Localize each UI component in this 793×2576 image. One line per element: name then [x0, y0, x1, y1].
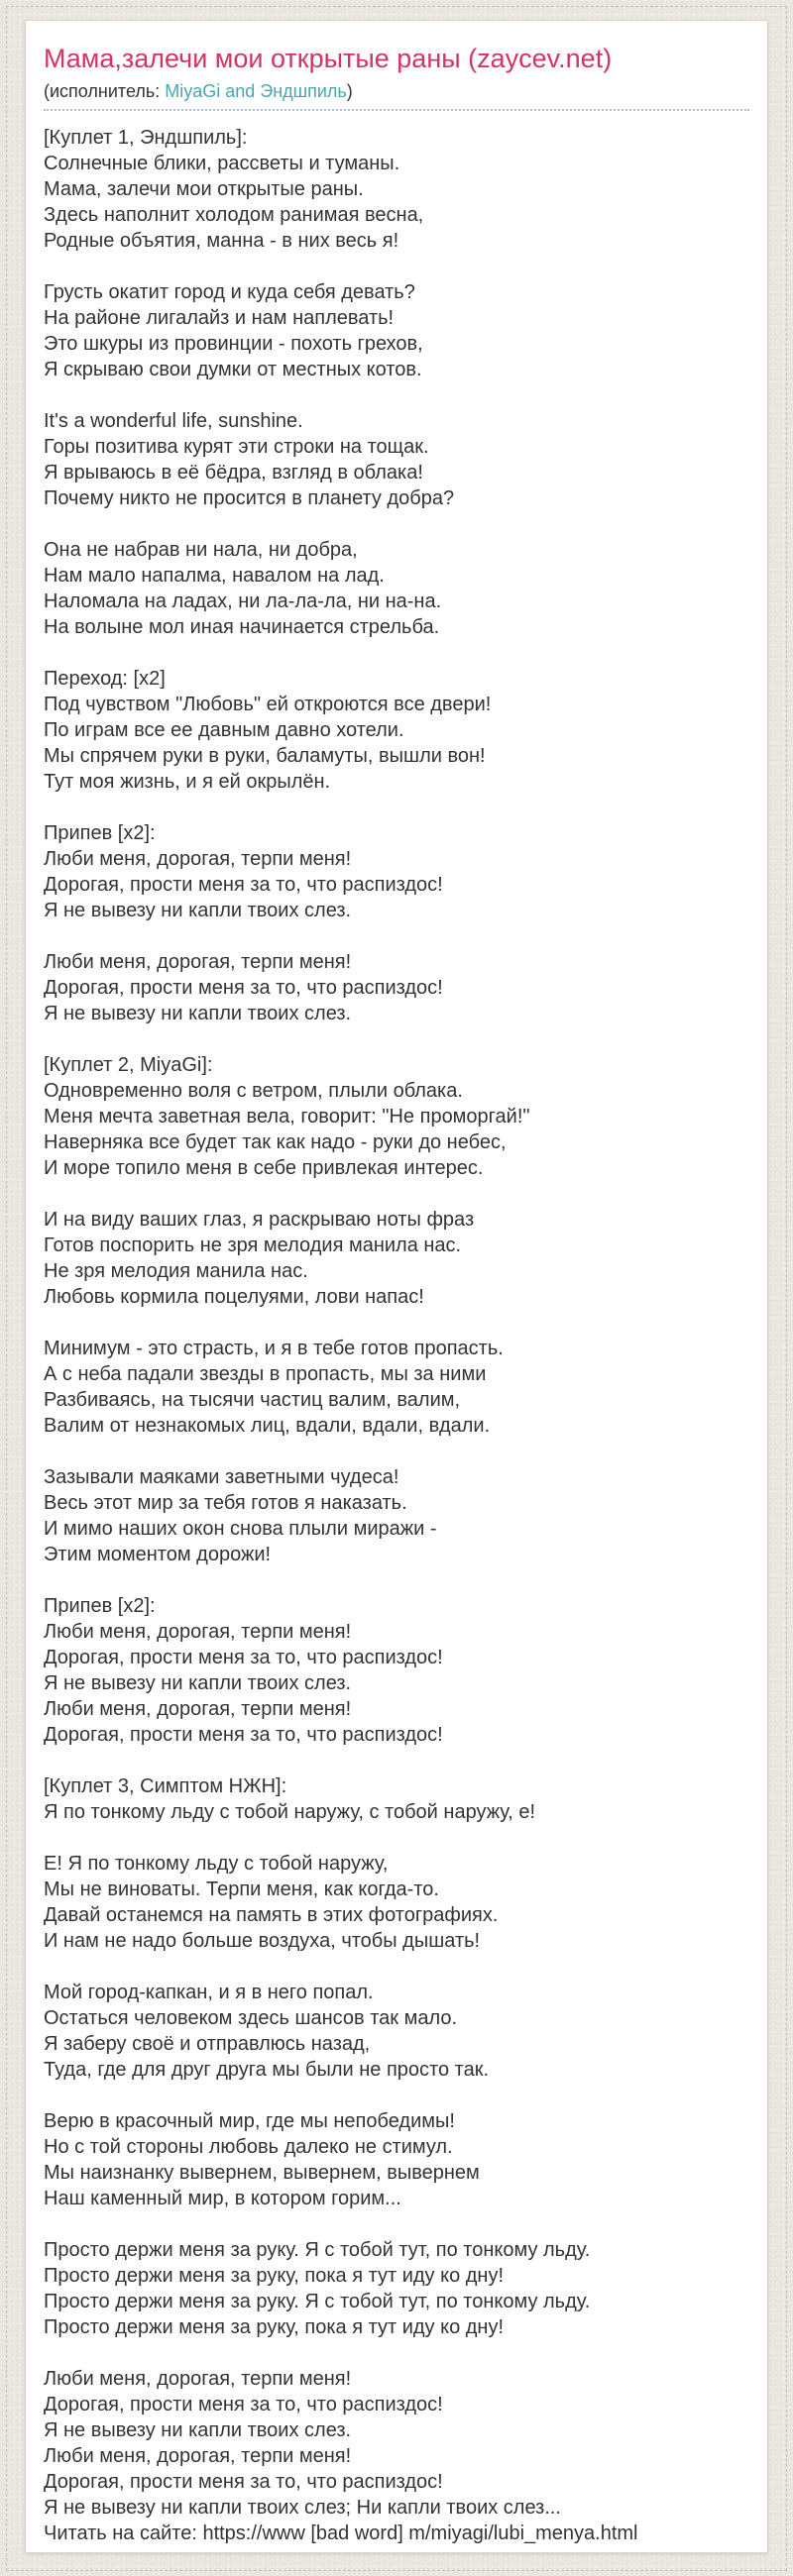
lyric-line: Дорогая, прости меня за то, что распиздос! — [44, 1724, 443, 1746]
lyric-line: Весь этот мир за тебя готов я наказать. — [44, 1492, 407, 1514]
lyric-line: Меня мечта заветная вела, говорит: "Не проморгай!" — [44, 1106, 530, 1127]
lyric-line: Грусть окатит город и куда себя девать? — [44, 281, 415, 303]
lyric-line: Этим моментом дорожи! — [44, 1544, 272, 1565]
lyric-line: Просто держи меня за руку, пока я тут иду ко дну! — [44, 2316, 505, 2338]
lyric-blank-line — [44, 1439, 749, 1464]
lyric-line: Разбиваясь, на тысячи частиц валим, валим, — [44, 1389, 461, 1411]
lyric-blank-line — [44, 1567, 749, 1593]
lyric-line: Дорогая, прости меня за то, что распиздос! — [44, 2471, 443, 2493]
lyric-line: На волыне мол иная начинается стрельба. — [44, 616, 440, 638]
lyric-line: Просто держи меня за руку. Я с тобой тут, по тонкому льду. — [44, 2291, 591, 2312]
lyric-line: Люби меня, дорогая, терпи меня! — [44, 2445, 352, 2467]
lyric-line: Люби меня, дорогая, терпи меня! — [44, 2368, 352, 2390]
lyric-blank-line — [44, 923, 749, 949]
lyrics-card — [25, 20, 768, 2553]
lyric-line: Люби меня, дорогая, терпи меня! — [44, 951, 352, 973]
lyric-line: И море топило меня в себе привлекая интерес. — [44, 1157, 484, 1179]
artist-line — [44, 79, 749, 111]
lyric-line: На районе лигалайз и нам наплевать! — [44, 307, 395, 329]
lyric-blank-line — [44, 382, 749, 408]
lyric-line: Давай останемся на память в этих фотографиях. — [44, 1904, 499, 1926]
lyric-line: [Куплет 1, Эндшпиль]: — [44, 127, 248, 149]
lyric-line: It's a wonderful life, sunshine. — [44, 410, 303, 432]
artist-link[interactable]: MiyaGi and Эндшпиль — [165, 81, 347, 101]
lyric-line: Я не вывезу ни капли твоих слез. — [44, 900, 352, 921]
lyric-line: Мама, залечи мои открытые раны. — [44, 178, 364, 200]
lyric-blank-line — [44, 511, 749, 537]
lyric-blank-line — [44, 640, 749, 666]
lyric-line: Я по тонкому льду с тобой наружу, с тобой наружу, е! — [44, 1801, 536, 1823]
lyric-line: Я скрываю свои думки от местных котов. — [44, 359, 422, 380]
lyric-line: Солнечные блики, рассветы и туманы. — [44, 153, 400, 174]
lyric-line: Любовь кормила поцелуями, лови напас! — [44, 1286, 424, 1308]
lyric-line: Почему никто не просится в планету добра? — [44, 487, 455, 509]
lyric-line: Верю в красочный мир, где мы непобедимы! — [44, 2110, 455, 2132]
lyric-blank-line — [44, 1748, 749, 1773]
lyric-line: Дорогая, прости меня за то, что распиздос! — [44, 2394, 443, 2415]
lyric-blank-line — [44, 1310, 749, 1336]
lyric-line: Нам мало напалма, навалом на лад. — [44, 565, 385, 587]
lyric-line: Но с той стороны любовь далеко не стимул. — [44, 2136, 453, 2158]
lyric-line: Просто держи меня за руку. Я с тобой тут, по тонкому льду. — [44, 2239, 591, 2261]
lyric-line: Наверняка все будет так как надо - руки до небес, — [44, 1131, 507, 1153]
lyric-line: И на виду ваших глаз, я раскрываю ноты фраз — [44, 1209, 475, 1231]
artist-suffix: ) — [346, 81, 353, 101]
lyric-blank-line — [44, 1825, 749, 1851]
lyric-line: Наш каменный мир, в котором горим... — [44, 2188, 401, 2209]
lyric-line: Я заберу своё и отправлюсь назад, — [44, 2033, 371, 2055]
lyric-line: Наломала на ладах, ни ла-ла-ла, ни на-на. — [44, 590, 442, 612]
lyric-line: Горы позитива курят эти строки на тощак. — [44, 436, 429, 458]
lyric-blank-line — [44, 795, 749, 820]
lyric-line: [Куплет 3, Симптом НЖН]: — [44, 1775, 287, 1797]
artist-prefix: (исполнитель: — [44, 81, 166, 101]
lyric-line: Припев [x2]: — [44, 1595, 156, 1617]
lyric-blank-line — [44, 254, 749, 279]
lyric-line: Не зря мелодия манила нас. — [44, 1260, 308, 1282]
lyric-line: Мой город-капкан, и я в него попал. — [44, 1982, 374, 2003]
lyric-line: Люби меня, дорогая, терпи меня! — [44, 848, 352, 870]
page-title: Мама,залечи мои открытые раны (zaycev.net) — [44, 44, 613, 73]
lyric-line: Припев [x2]: — [44, 822, 156, 844]
lyric-line: Я не вывезу ни капли твоих слез. — [44, 2419, 352, 2441]
lyric-blank-line — [44, 1181, 749, 1207]
lyric-line: Остаться человеком здесь шансов так мало. — [44, 2007, 458, 2029]
lyric-blank-line — [44, 2211, 749, 2237]
lyric-line: Я не вывезу ни капли твоих слез. — [44, 1003, 352, 1024]
lyric-line: Я врываюсь в её бёдра, взгляд в облака! — [44, 462, 423, 483]
lyric-line: Здесь наполнит холодом ранимая весна, — [44, 204, 424, 226]
lyrics-text — [44, 125, 749, 2546]
lyric-line: Е! Я по тонкому льду с тобой наружу, — [44, 1853, 389, 1875]
lyric-line: Люби меня, дорогая, терпи меня! — [44, 1698, 352, 1720]
lyric-line: Переход: [x2] — [44, 668, 166, 690]
lyric-line: Я не вывезу ни капли твоих слез; Ни капли твоих слез... — [44, 2497, 561, 2519]
lyric-line: Зазывали маяками заветными чудеса! — [44, 1466, 399, 1488]
lyric-line: Туда, где для друг друга мы были не просто так. — [44, 2059, 490, 2081]
lyric-blank-line — [44, 2340, 749, 2366]
lyric-line: А с неба падали звезды в пропасть, мы за ними — [44, 1363, 487, 1385]
lyric-line: Дорогая, прости меня за то, что распиздос! — [44, 1647, 443, 1668]
lyric-line: Она не набрав ни нала, ни добра, — [44, 539, 358, 561]
lyric-line: И нам не надо больше воздуха, чтобы дышать! — [44, 1930, 481, 1952]
lyric-line: И мимо наших окон снова плыли миражи - — [44, 1518, 437, 1540]
lyric-line: Тут моя жизнь, и я ей окрылён. — [44, 771, 331, 793]
lyric-line: Я не вывезу ни капли твоих слез. — [44, 1672, 352, 1694]
lyric-line: Это шкуры из провинции - похоть грехов, — [44, 333, 423, 355]
lyric-line: По играм все ее давным давно хотели. — [44, 719, 404, 741]
lyric-line: Читать на сайте: https://www [bad word] m/miyagi/lubi_menya.html — [44, 2522, 638, 2544]
lyric-line: Просто держи меня за руку, пока я тут иду ко дну! — [44, 2265, 505, 2287]
lyric-blank-line — [44, 1026, 749, 1052]
lyric-line: Мы наизнанку вывернем, вывернем, вывернем — [44, 2162, 480, 2184]
lyric-line: Мы спрячем руки в руки, баламуты, вышли вон! — [44, 745, 486, 767]
lyric-line: Одновременно воля с ветром, плыли облака. — [44, 1080, 463, 1102]
lyric-blank-line — [44, 2083, 749, 2108]
lyric-line: Под чувством "Любовь" ей откроются все двери! — [44, 694, 492, 715]
lyric-blank-line — [44, 1954, 749, 1980]
lyric-line: Дорогая, прости меня за то, что распиздос! — [44, 874, 443, 896]
lyric-line: Дорогая, прости меня за то, что распиздос! — [44, 977, 443, 999]
lyric-line: Минимум - это страсть, и я в тебе готов пропасть. — [44, 1338, 504, 1359]
lyric-line: Люби меня, дорогая, терпи меня! — [44, 1621, 352, 1643]
lyric-line: Готов поспорить не зря мелодия манила нас. — [44, 1234, 462, 1256]
lyric-line: Родные объятия, манна - в них весь я! — [44, 230, 399, 252]
lyric-line: Валим от незнакомых лиц, вдали, вдали, вдали. — [44, 1415, 491, 1437]
lyric-line: Мы не виноваты. Терпи меня, как когда-то. — [44, 1878, 439, 1900]
lyric-line: [Куплет 2, MiyaGi]: — [44, 1054, 213, 1076]
